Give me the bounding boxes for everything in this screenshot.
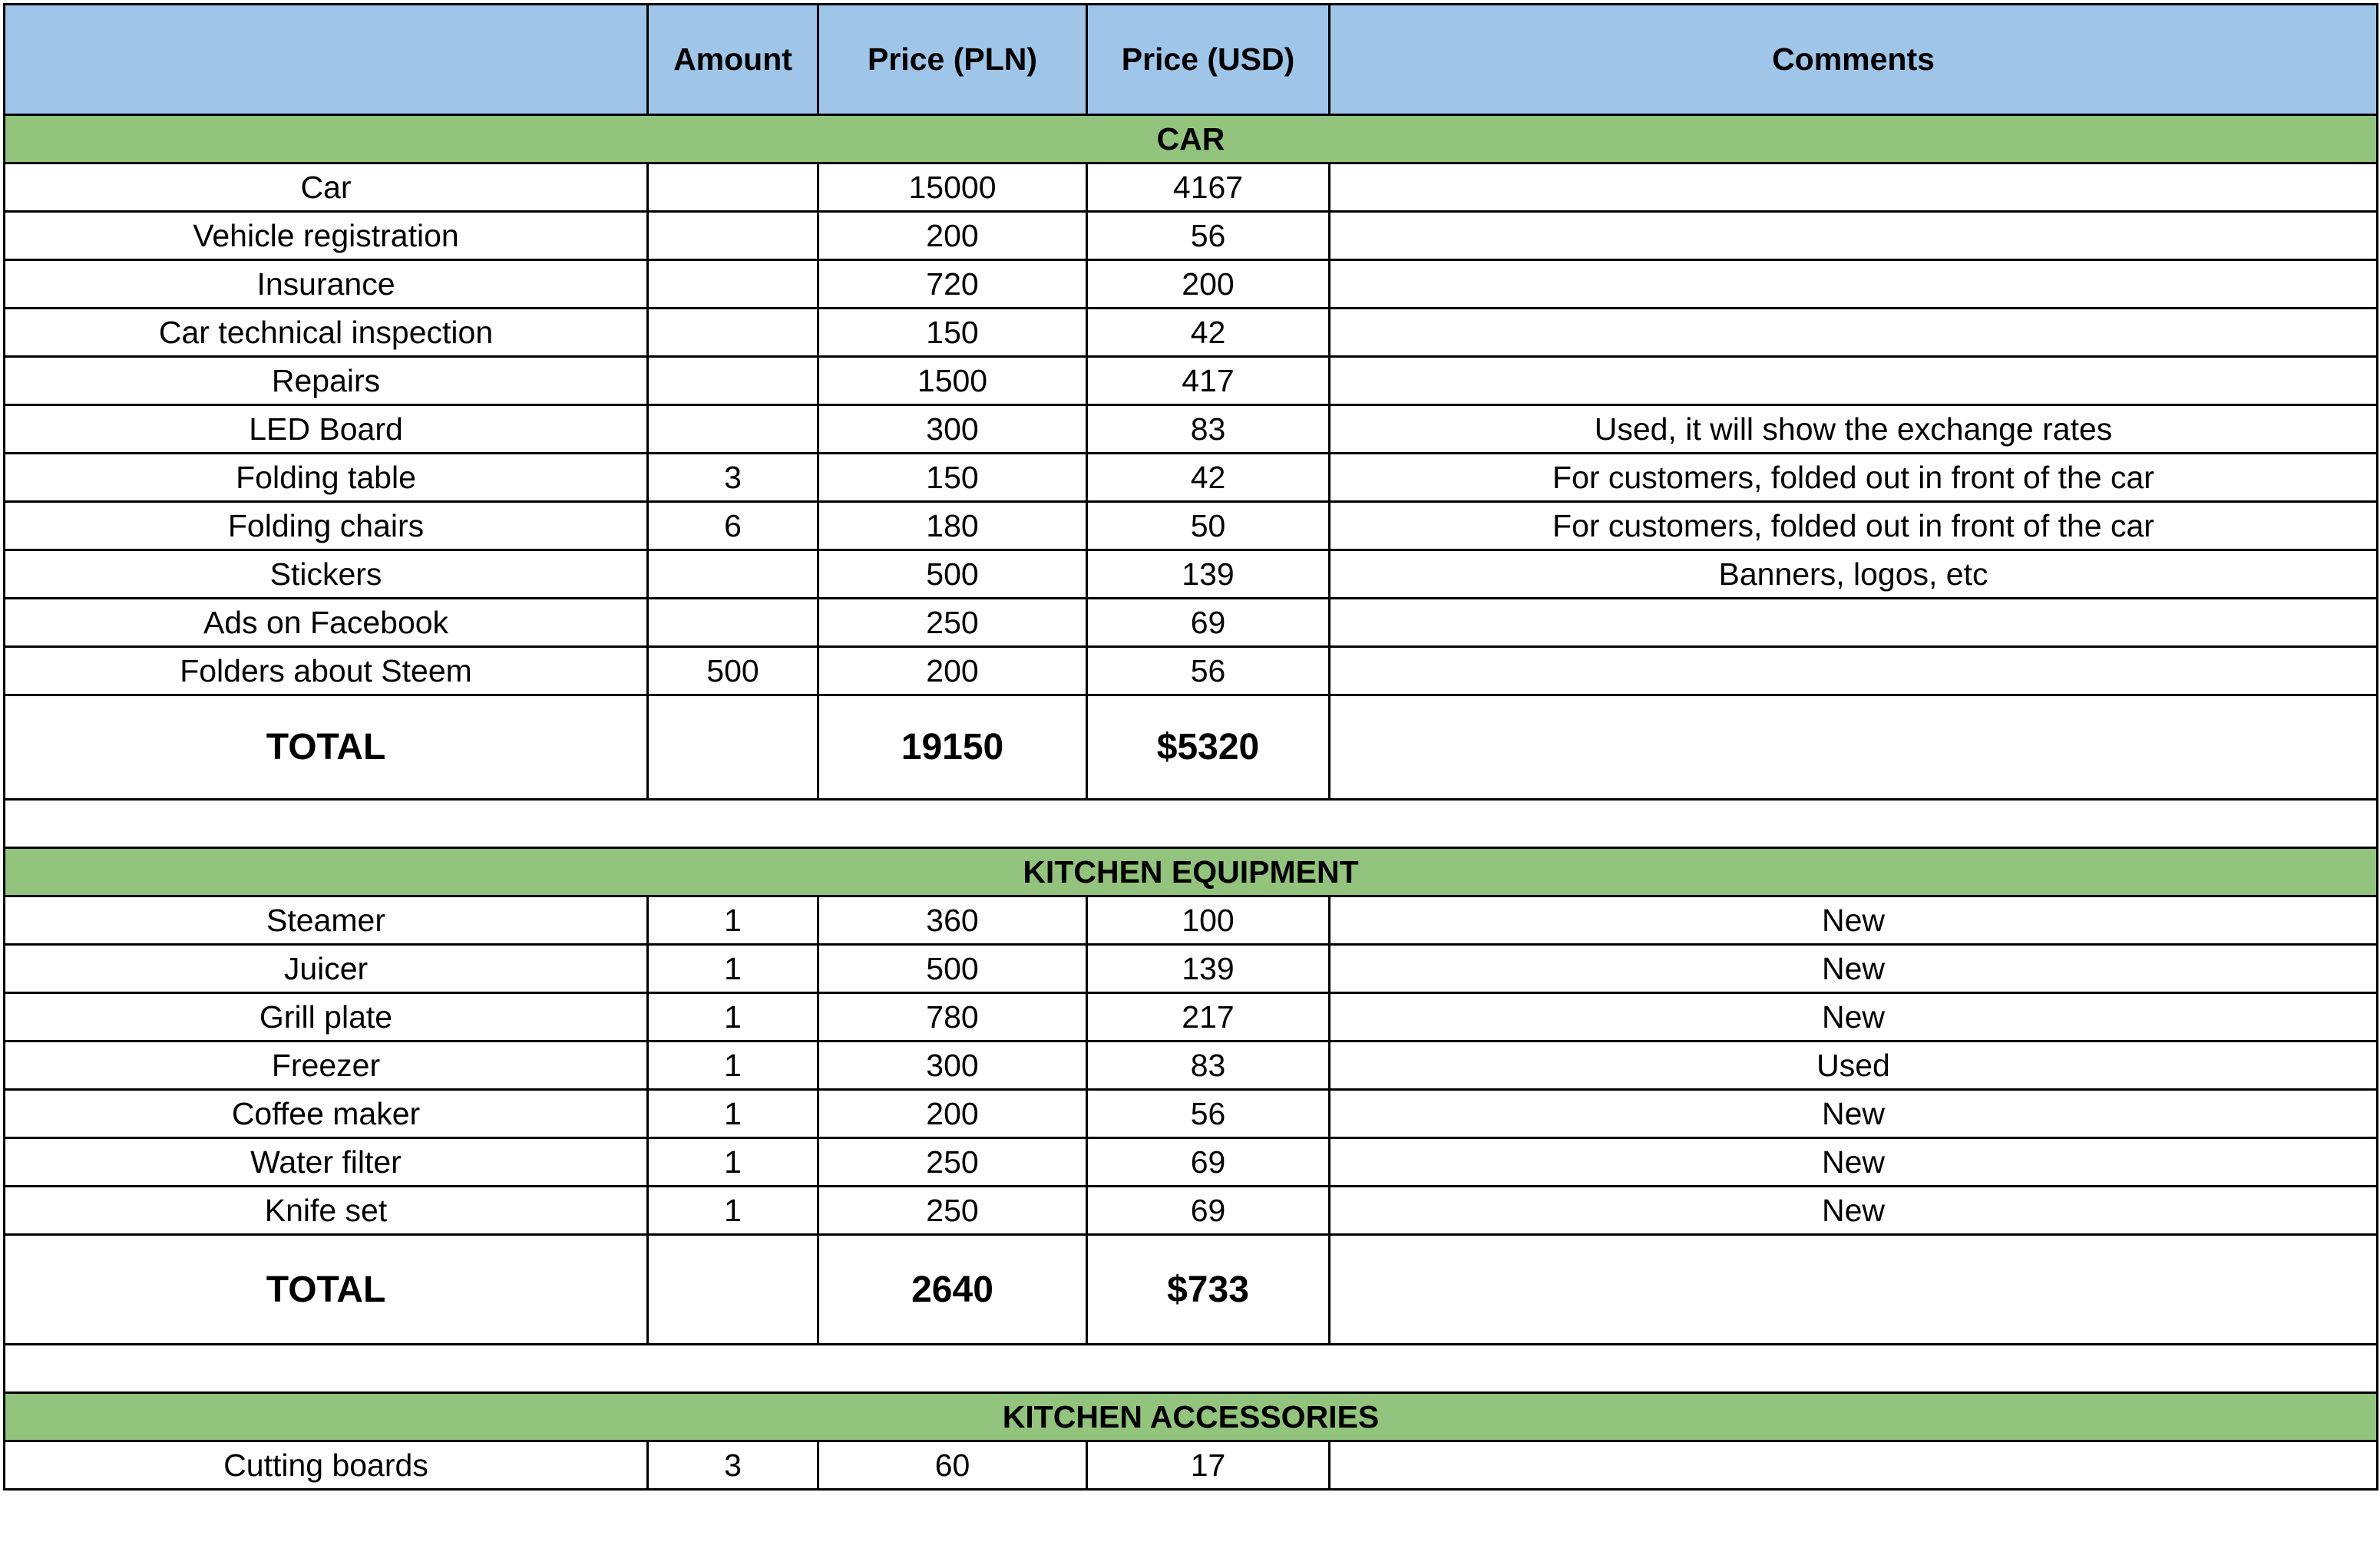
price-usd-cell[interactable]: 42 xyxy=(1087,454,1330,502)
price-usd-cell[interactable]: 83 xyxy=(1087,405,1330,454)
item-cell[interactable]: Coffee maker xyxy=(5,1090,648,1138)
total-price-pln[interactable]: 19150 xyxy=(818,695,1087,800)
table-row xyxy=(5,993,2378,1042)
amount-cell[interactable] xyxy=(648,357,818,405)
item-cell[interactable]: Car technical inspection xyxy=(5,309,648,357)
cost-spreadsheet xyxy=(3,3,2378,1491)
item-cell[interactable]: Folding table xyxy=(5,454,648,502)
table-row xyxy=(5,1441,2378,1490)
amount-cell[interactable]: 3 xyxy=(648,1441,818,1490)
total-amount-cell[interactable] xyxy=(648,695,818,800)
section-title-kitchen-equipment[interactable]: KITCHEN EQUIPMENT xyxy=(5,848,2378,896)
price-pln-cell[interactable]: 300 xyxy=(818,405,1087,454)
price-pln-cell[interactable]: 360 xyxy=(818,896,1087,945)
amount-cell[interactable]: 1 xyxy=(648,896,818,945)
price-pln-cell[interactable]: 300 xyxy=(818,1042,1087,1090)
total-label[interactable]: TOTAL xyxy=(5,695,648,800)
price-usd-cell[interactable]: 100 xyxy=(1087,896,1330,945)
table-row xyxy=(5,405,2378,454)
section-row-kitchen-accessories xyxy=(5,1393,2378,1441)
price-usd-cell[interactable]: 83 xyxy=(1087,1042,1330,1090)
price-pln-cell[interactable]: 250 xyxy=(818,599,1087,647)
price-pln-cell[interactable]: 500 xyxy=(818,945,1087,993)
comment-cell[interactable]: New xyxy=(1330,993,2378,1042)
comment-cell[interactable]: New xyxy=(1330,896,2378,945)
total-label[interactable]: TOTAL xyxy=(5,1235,648,1345)
item-cell[interactable]: Cutting boards xyxy=(5,1441,648,1490)
price-pln-cell[interactable]: 180 xyxy=(818,502,1087,550)
price-pln-cell[interactable]: 250 xyxy=(818,1138,1087,1187)
item-cell[interactable]: Steamer xyxy=(5,896,648,945)
comment-cell[interactable]: New xyxy=(1330,945,2378,993)
item-cell[interactable]: Repairs xyxy=(5,357,648,405)
comment-cell[interactable]: New xyxy=(1330,1187,2378,1235)
amount-cell[interactable] xyxy=(648,212,818,260)
section-row-car xyxy=(5,115,2378,163)
item-cell[interactable]: Folding chairs xyxy=(5,502,648,550)
table-row xyxy=(5,260,2378,309)
table-row xyxy=(5,647,2378,695)
comment-cell[interactable] xyxy=(1330,599,2378,647)
price-pln-cell[interactable]: 200 xyxy=(818,1090,1087,1138)
amount-cell[interactable] xyxy=(648,599,818,647)
comment-cell[interactable] xyxy=(1330,357,2378,405)
item-cell[interactable]: Freezer xyxy=(5,1042,648,1090)
header-row xyxy=(5,5,2378,115)
table-row xyxy=(5,550,2378,599)
item-cell[interactable]: Grill plate xyxy=(5,993,648,1042)
table-row xyxy=(5,357,2378,405)
amount-cell[interactable]: 1 xyxy=(648,1187,818,1235)
item-cell[interactable]: Insurance xyxy=(5,260,648,309)
header-price-pln[interactable]: Price (PLN) xyxy=(818,5,1087,115)
amount-cell[interactable]: 3 xyxy=(648,454,818,502)
table-row xyxy=(5,945,2378,993)
comment-cell[interactable] xyxy=(1330,1441,2378,1490)
price-usd-cell[interactable]: 200 xyxy=(1087,260,1330,309)
section-title-kitchen-accessories[interactable]: KITCHEN ACCESSORIES xyxy=(5,1393,2378,1441)
price-usd-cell[interactable]: 139 xyxy=(1087,550,1330,599)
comment-cell[interactable] xyxy=(1330,647,2378,695)
price-pln-cell[interactable]: 720 xyxy=(818,260,1087,309)
comment-cell[interactable] xyxy=(1330,163,2378,212)
table-row xyxy=(5,1042,2378,1090)
table-row xyxy=(5,212,2378,260)
item-cell[interactable]: Car xyxy=(5,163,648,212)
comment-cell[interactable]: Used xyxy=(1330,1042,2378,1090)
spacer-row xyxy=(5,1345,2378,1393)
total-comment-cell[interactable] xyxy=(1330,1235,2378,1345)
price-usd-cell[interactable]: 139 xyxy=(1087,945,1330,993)
price-usd-cell[interactable]: 69 xyxy=(1087,1138,1330,1187)
blank-cell[interactable] xyxy=(5,800,2378,848)
total-row-kitchen-equipment xyxy=(5,1235,2378,1345)
price-usd-cell[interactable]: 42 xyxy=(1087,309,1330,357)
amount-cell[interactable]: 1 xyxy=(648,1042,818,1090)
amount-cell[interactable]: 6 xyxy=(648,502,818,550)
header-price-usd[interactable]: Price (USD) xyxy=(1087,5,1330,115)
comment-cell[interactable] xyxy=(1330,260,2378,309)
price-pln-cell[interactable]: 780 xyxy=(818,993,1087,1042)
item-cell[interactable]: Folders about Steem xyxy=(5,647,648,695)
price-pln-cell[interactable]: 200 xyxy=(818,647,1087,695)
comment-cell[interactable]: Banners, logos, etc xyxy=(1330,550,2378,599)
table-row xyxy=(5,163,2378,212)
table-row xyxy=(5,502,2378,550)
spacer-row xyxy=(5,800,2378,848)
table-row xyxy=(5,896,2378,945)
comment-cell[interactable]: For customers, folded out in front of the car xyxy=(1330,454,2378,502)
item-cell[interactable]: Stickers xyxy=(5,550,648,599)
price-pln-cell[interactable]: 15000 xyxy=(818,163,1087,212)
total-comment-cell[interactable] xyxy=(1330,695,2378,800)
price-usd-cell[interactable]: 56 xyxy=(1087,1090,1330,1138)
amount-cell[interactable] xyxy=(648,163,818,212)
item-cell[interactable]: Knife set xyxy=(5,1187,648,1235)
price-pln-cell[interactable]: 150 xyxy=(818,309,1087,357)
comment-cell[interactable]: New xyxy=(1330,1090,2378,1138)
table-row xyxy=(5,1138,2378,1187)
amount-cell[interactable]: 1 xyxy=(648,1138,818,1187)
table-row xyxy=(5,1187,2378,1235)
table-row xyxy=(5,309,2378,357)
amount-cell[interactable]: 1 xyxy=(648,993,818,1042)
item-cell[interactable]: Vehicle registration xyxy=(5,212,648,260)
header-comments[interactable]: Comments xyxy=(1330,5,2378,115)
item-cell[interactable]: Water filter xyxy=(5,1138,648,1187)
blank-cell[interactable] xyxy=(5,1345,2378,1393)
table-row xyxy=(5,1090,2378,1138)
item-cell[interactable]: Ads on Facebook xyxy=(5,599,648,647)
amount-cell[interactable] xyxy=(648,260,818,309)
comment-cell[interactable] xyxy=(1330,212,2378,260)
header-item-cell[interactable] xyxy=(5,5,648,115)
price-usd-cell[interactable]: 69 xyxy=(1087,1187,1330,1235)
price-pln-cell[interactable]: 200 xyxy=(818,212,1087,260)
price-usd-cell[interactable]: 217 xyxy=(1087,993,1330,1042)
comment-cell[interactable] xyxy=(1330,309,2378,357)
section-title-car[interactable]: CAR xyxy=(5,115,2378,163)
price-pln-cell[interactable]: 1500 xyxy=(818,357,1087,405)
header-amount[interactable]: Amount xyxy=(648,5,818,115)
total-price-pln[interactable]: 2640 xyxy=(818,1235,1087,1345)
comment-cell[interactable]: For customers, folded out in front of the car xyxy=(1330,502,2378,550)
price-pln-cell[interactable]: 500 xyxy=(818,550,1087,599)
price-pln-cell[interactable]: 60 xyxy=(818,1441,1087,1490)
price-usd-cell[interactable]: 69 xyxy=(1087,599,1330,647)
price-usd-cell[interactable]: 4167 xyxy=(1087,163,1330,212)
total-amount-cell[interactable] xyxy=(648,1235,818,1345)
amount-cell[interactable] xyxy=(648,550,818,599)
item-cell[interactable]: LED Board xyxy=(5,405,648,454)
section-row-kitchen-equipment xyxy=(5,848,2378,896)
amount-cell[interactable]: 500 xyxy=(648,647,818,695)
price-usd-cell[interactable]: 56 xyxy=(1087,212,1330,260)
comment-cell[interactable]: Used, it will show the exchange rates xyxy=(1330,405,2378,454)
total-price-usd[interactable]: $733 xyxy=(1087,1235,1330,1345)
amount-cell[interactable]: 1 xyxy=(648,945,818,993)
table-row xyxy=(5,599,2378,647)
price-usd-cell[interactable]: 50 xyxy=(1087,502,1330,550)
price-usd-cell[interactable]: 417 xyxy=(1087,357,1330,405)
comment-cell[interactable]: New xyxy=(1330,1138,2378,1187)
price-usd-cell[interactable]: 56 xyxy=(1087,647,1330,695)
price-usd-cell[interactable]: 17 xyxy=(1087,1441,1330,1490)
price-pln-cell[interactable]: 250 xyxy=(818,1187,1087,1235)
amount-cell[interactable] xyxy=(648,309,818,357)
total-row-car xyxy=(5,695,2378,800)
amount-cell[interactable] xyxy=(648,405,818,454)
amount-cell[interactable]: 1 xyxy=(648,1090,818,1138)
total-price-usd[interactable]: $5320 xyxy=(1087,695,1330,800)
price-pln-cell[interactable]: 150 xyxy=(818,454,1087,502)
table-row xyxy=(5,454,2378,502)
item-cell[interactable]: Juicer xyxy=(5,945,648,993)
